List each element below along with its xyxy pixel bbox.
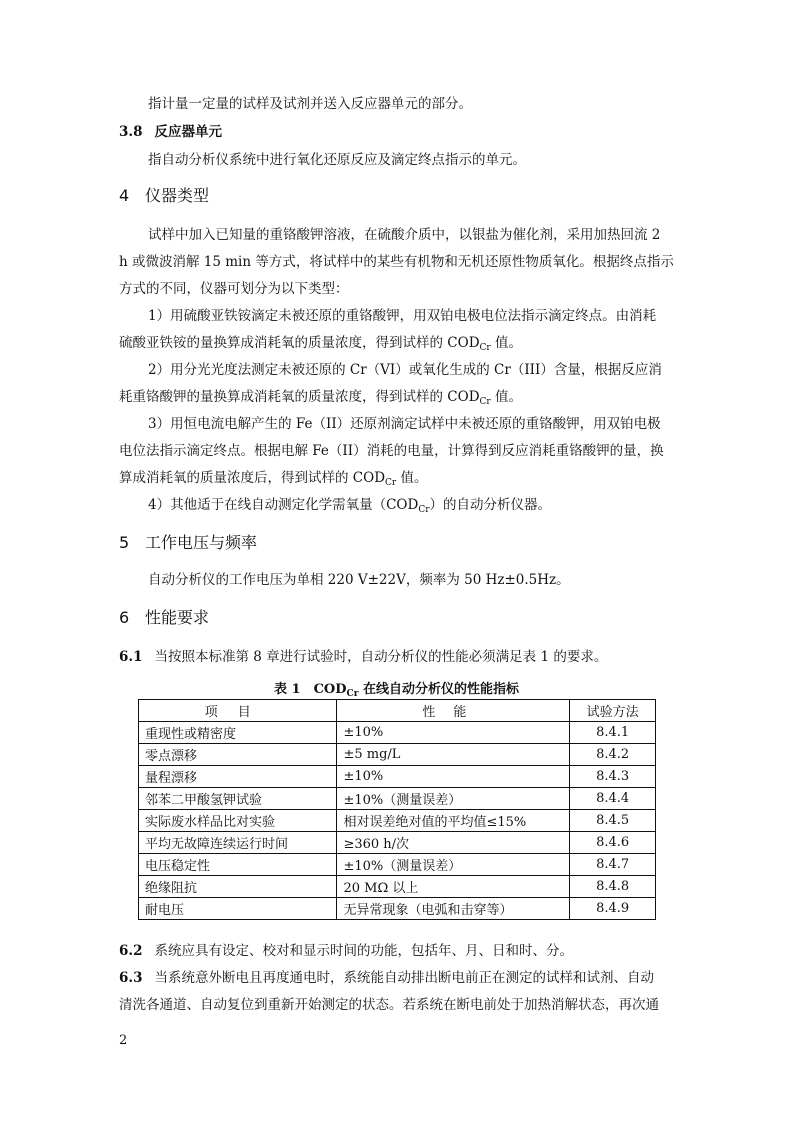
chapter-number: 6 (119, 608, 130, 627)
subscript-cr: Cr (346, 689, 359, 699)
subscript-cr: Cr (479, 397, 491, 407)
list-item-3-line: 电位法指示滴定终点。根据电解 Fe（II）消耗的电量，计算得到反应消耗重铬酸钾的量，换 (119, 443, 664, 459)
section-number: 6.2 (119, 943, 143, 959)
section-3-8-heading (119, 122, 222, 142)
cell-method: 8.4.5 (570, 810, 656, 832)
cell-item: 实际废水样品比对实验 (139, 810, 337, 832)
section-number: 6.1 (119, 649, 143, 665)
section-6-1 (119, 647, 607, 667)
table-row (139, 876, 656, 898)
cell-item: 平均无故障连续运行时间 (139, 832, 337, 854)
table-row (139, 744, 656, 766)
cell-method: 8.4.4 (570, 788, 656, 810)
table-row (139, 898, 656, 920)
cell-item: 量程漂移 (139, 766, 337, 788)
paragraph-line: 试样中加入已知量的重铬酸钾溶液，在硫酸介质中，以银盐为催化剂，采用加热回流 2 (148, 227, 661, 243)
cell-method: 8.4.9 (570, 898, 656, 920)
cell-method: 8.4.3 (570, 766, 656, 788)
cell-performance: 无异常现象（电弧和击穿等） (337, 898, 570, 920)
section-title: 反应器单元 (154, 124, 222, 140)
table-row (139, 722, 656, 744)
subscript-cr: Cr (479, 343, 491, 353)
cell-method: 8.4.8 (570, 876, 656, 898)
list-item-1-line: 1）用硫酸亚铁铵滴定未被还原的重铬酸钾，用双铂电极电位法指示滴定终点。由消耗 (148, 308, 657, 324)
table-row (139, 766, 656, 788)
section-6-3-line: 清洗各通道、自动复位到重新开始测定的状态。若系统在断电前处于加热消解状态，再次通 (119, 997, 659, 1013)
text-run: 表 1 COD (274, 682, 347, 697)
section-text: 当系统意外断电且再度通电时，系统能自动排出断电前正在测定的试样和试剂、自动 (154, 970, 654, 986)
cell-performance: ±10%（测量误差） (337, 854, 570, 876)
cell-item: 邻苯二甲酸氢钾试验 (139, 788, 337, 810)
cell-performance: ±10% (337, 766, 570, 788)
text-run: 值。 (490, 389, 523, 405)
list-item-3-line (119, 468, 428, 488)
cell-performance: 20 MΩ 以上 (337, 876, 570, 898)
cell-item: 重现性或精密度 (139, 722, 337, 744)
column-header-method: 试验方法 (570, 700, 656, 722)
section-text: 系统应具有设定、校对和显示时间的功能，包括年、月、日和时、分。 (154, 943, 573, 959)
cell-performance: ±10%（测量误差） (337, 788, 570, 810)
column-header-item: 项目 (139, 700, 337, 722)
section-number: 3.8 (119, 124, 143, 140)
cell-item: 绝缘阻抗 (139, 876, 337, 898)
chapter-title: 工作电压与频率 (145, 533, 258, 552)
chapter-title: 仪器类型 (145, 186, 210, 205)
table-caption (0, 681, 793, 699)
table-row (139, 832, 656, 854)
column-header-performance: 性能 (337, 700, 570, 722)
cell-performance: 相对误差绝对值的平均值≤15% (337, 810, 570, 832)
text-run: 耗重铬酸钾的量换算成消耗氧的质量浓度，得到试样的 COD (119, 389, 480, 405)
cell-performance: ±10% (337, 722, 570, 744)
cell-method: 8.4.7 (570, 854, 656, 876)
performance-table (138, 699, 656, 920)
paragraph-3-7-continued: 指计量一定量的试样及试剂并送入反应器单元的部分。 (148, 96, 472, 112)
chapter-title: 性能要求 (145, 608, 210, 627)
section-text: 当按照本标准第 8 章进行试验时，自动分析仪的性能必须满足表 1 的要求。 (154, 649, 608, 665)
list-item-2-line (119, 387, 522, 407)
cell-item: 电压稳定性 (139, 854, 337, 876)
text-run: 算成消耗氧的质量浓度后，得到试样的 COD (119, 470, 386, 486)
table-row (139, 854, 656, 876)
text-run: ）的自动分析仪器。 (429, 497, 552, 513)
section-number: 6.3 (119, 970, 143, 986)
page-number: 2 (119, 1033, 128, 1048)
cell-performance: ±5 mg/L (337, 744, 570, 766)
table-row (139, 788, 656, 810)
section-6-3 (119, 968, 654, 988)
cell-method: 8.4.6 (570, 832, 656, 854)
chapter-4-heading (119, 185, 209, 207)
subscript-cr: Cr (418, 505, 430, 515)
paragraph-line: h 或微波消解 15 min 等方式，将试样中的某些有机物和无机还原性物质氧化。根据终点指示 (119, 254, 674, 270)
table-row (139, 810, 656, 832)
cell-item: 耐电压 (139, 898, 337, 920)
text-run: 硫酸亚铁铵的量换算成消耗氧的质量浓度，得到试样的 COD (119, 335, 480, 351)
list-item-4-line (148, 495, 551, 515)
cell-performance: ≥360 h/次 (337, 832, 570, 854)
list-item-2-line: 2）用分光光度法测定未被还原的 Cr（VI）或氧化生成的 Cr（III）含量，根据反应消 (148, 362, 662, 378)
chapter-5-heading (119, 532, 257, 554)
chapter-5-text: 自动分析仪的工作电压为单相 220 V±22V，频率为 50 Hz±0.5Hz。 (148, 572, 570, 588)
section-6-2 (119, 941, 573, 961)
text-run: 在线自动分析仪的性能指标 (358, 682, 519, 697)
section-3-8-text: 指自动分析仪系统中进行氧化还原反应及滴定终点指示的单元。 (148, 152, 526, 168)
text-run: 值。 (396, 470, 428, 486)
table-header-row (139, 700, 656, 722)
text-run: 4）其他适于在线自动测定化学需氧量（COD (148, 497, 419, 513)
cell-method: 8.4.1 (570, 722, 656, 744)
subscript-cr: Cr (385, 478, 397, 488)
list-item-1-line (119, 333, 522, 353)
chapter-6-heading (119, 607, 209, 629)
chapter-number: 4 (119, 186, 130, 205)
cell-item: 零点漂移 (139, 744, 337, 766)
cell-method: 8.4.2 (570, 744, 656, 766)
chapter-number: 5 (119, 533, 130, 552)
list-item-3-line: 3）用恒电流电解产生的 Fe（II）还原剂滴定试样中未被还原的重铬酸钾，用双铂电极 (148, 416, 661, 432)
text-run: 值。 (490, 335, 523, 351)
paragraph-line: 方式的不同，仪器可划分为以下类型： (119, 281, 349, 297)
